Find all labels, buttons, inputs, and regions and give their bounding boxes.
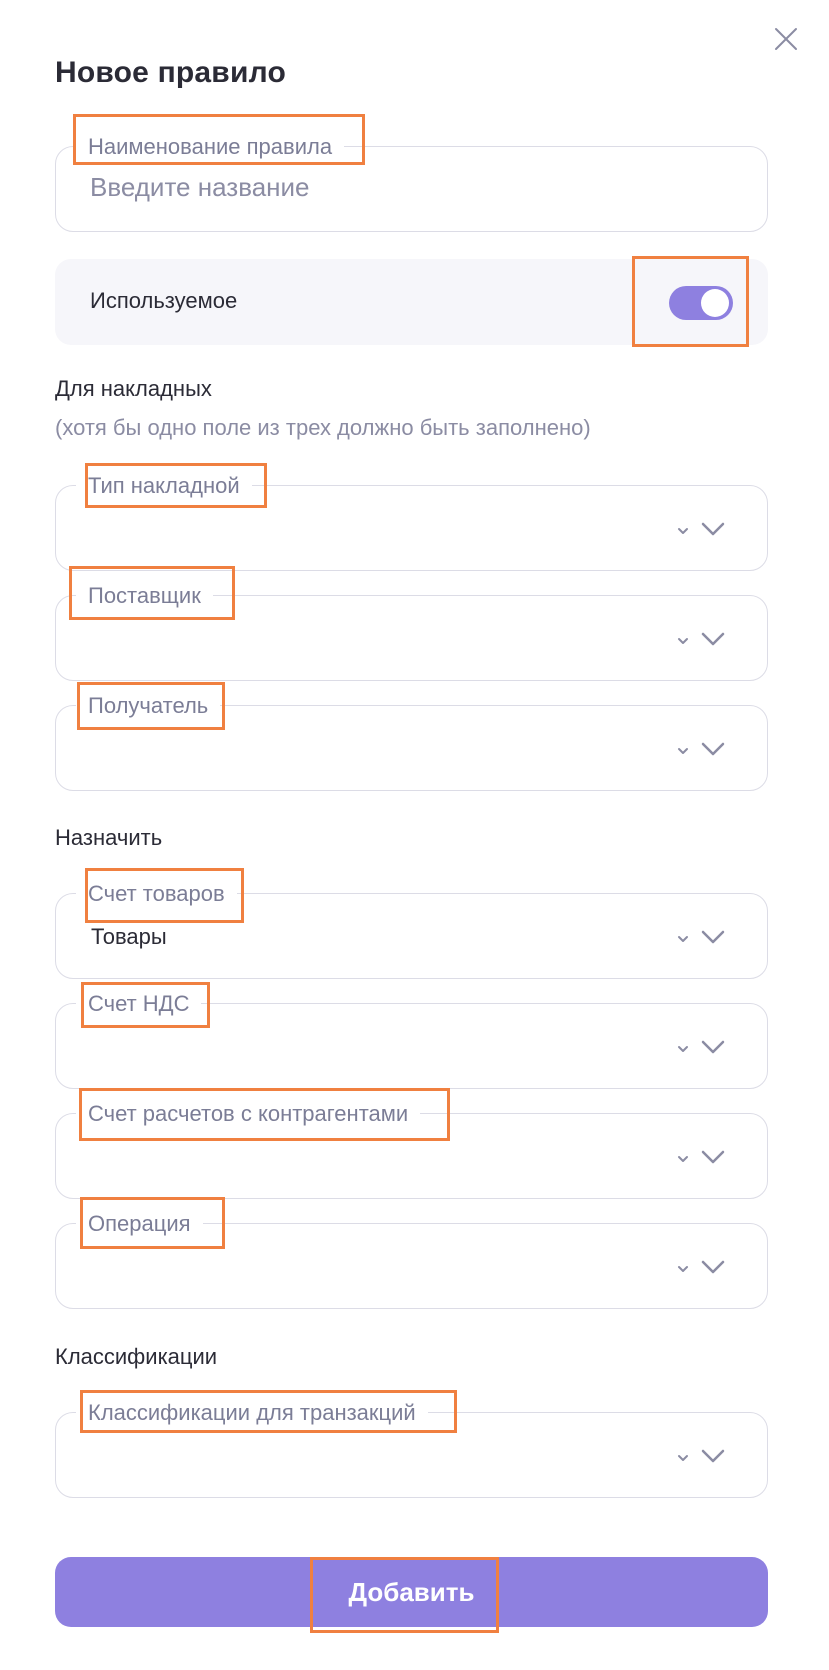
rule-name-field[interactable] <box>55 134 768 232</box>
goods-account-select[interactable] <box>55 881 768 979</box>
invoice-type-label: Тип накладной <box>76 472 252 500</box>
goods-account-value: Товары <box>91 924 167 949</box>
close-icon[interactable] <box>772 25 800 53</box>
invoice-type-select[interactable] <box>55 473 768 571</box>
chevron-down-icon[interactable] <box>676 1443 728 1469</box>
chevron-down-icon[interactable] <box>676 1034 728 1060</box>
add-button[interactable]: Добавить <box>55 1557 768 1627</box>
vat-account-select[interactable] <box>55 991 768 1089</box>
goods-account-label: Счет товаров <box>76 880 237 908</box>
active-toggle-row <box>55 259 768 345</box>
operation-select[interactable] <box>55 1211 768 1309</box>
chevron-down-icon[interactable] <box>676 924 728 950</box>
chevron-down-icon[interactable] <box>676 736 728 762</box>
invoices-hint: (хотя бы одно поле из трех должно быть заполнено) <box>55 415 591 440</box>
transaction-classifications-select[interactable] <box>55 1400 768 1498</box>
counterparty-account-select[interactable] <box>55 1101 768 1199</box>
chevron-down-icon[interactable] <box>676 1254 728 1280</box>
rule-name-label: Наименование правила <box>76 133 344 161</box>
toggle-knob <box>701 289 729 317</box>
supplier-label: Поставщик <box>76 582 213 610</box>
chevron-down-icon[interactable] <box>676 516 728 542</box>
active-toggle-switch[interactable] <box>669 286 733 320</box>
operation-label: Операция <box>76 1210 203 1238</box>
transaction-classifications-label: Классификации для транзакций <box>76 1399 428 1427</box>
invoices-heading: Для накладных <box>55 376 212 401</box>
recipient-label: Получатель <box>76 692 220 720</box>
rule-name-input[interactable] <box>90 169 730 205</box>
vat-account-label: Счет НДС <box>76 990 201 1018</box>
chevron-down-icon[interactable] <box>676 1144 728 1170</box>
chevron-down-icon[interactable] <box>676 626 728 652</box>
classifications-heading: Классификации <box>55 1344 218 1369</box>
active-toggle-label: Используемое <box>90 288 238 313</box>
dialog-title: Новое правило <box>55 56 286 89</box>
assign-heading: Назначить <box>55 825 163 850</box>
supplier-select[interactable] <box>55 583 768 681</box>
counterparty-account-label: Счет расчетов с контрагентами <box>76 1100 420 1128</box>
recipient-select[interactable] <box>55 693 768 791</box>
